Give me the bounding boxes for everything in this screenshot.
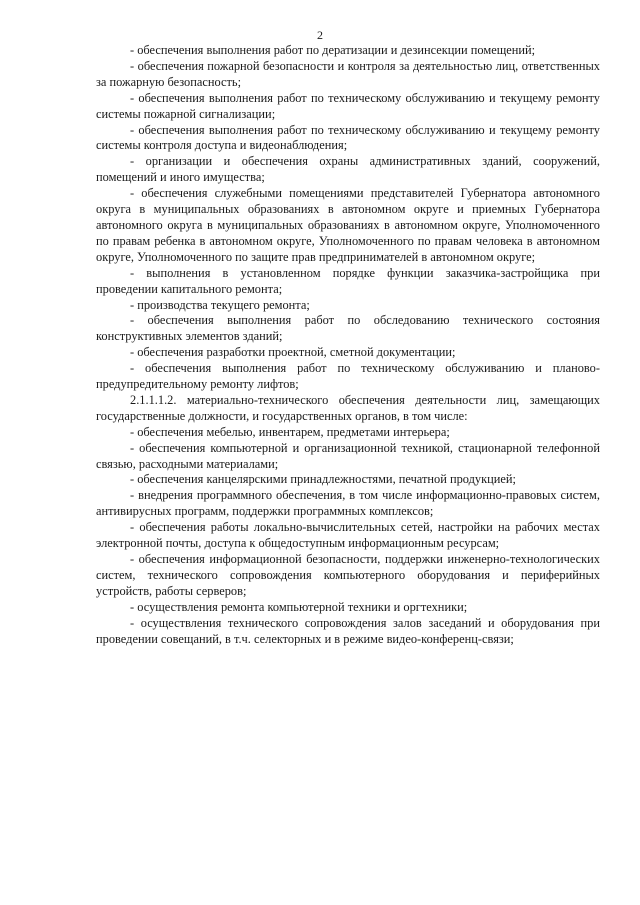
paragraph: - обеспечения выполнения работ по техническому обслуживанию и текущему ремонту системы контроля доступа и видеонаблюдения; [96,122,600,153]
section-heading: 2.1.1.1.2. материально-технического обеспечения деятельности лиц, замещающих государственные должности, и государственных органов, в том числе: [96,392,600,423]
paragraph: - внедрения программного обеспечения, в том числе информационно-правовых систем, антивирусных программ, поддержки программных комплексов; [96,488,600,519]
paragraph: - обеспечения выполнения работ по техническому обслуживанию и планово-предупредительному ремонту лифтов; [96,361,600,392]
paragraph: - производства текущего ремонта; [130,297,310,312]
paragraph: - обеспечения выполнения работ по обследованию технического состояния конструктивных элементов зданий; [96,313,600,344]
paragraph: - обеспечения пожарной безопасности и контроля за деятельностью лиц, ответственных за пожарную безопасность; [96,58,600,89]
paragraph: - обеспечения выполнения работ по техническому обслуживанию и текущему ремонту системы пожарной сигнализации; [96,90,600,121]
paragraph: - обеспечения компьютерной и организационной техникой, стационарной телефонной связью, расходными материалами; [96,440,600,471]
paragraph: - обеспечения разработки проектной, сметной документации; [130,345,456,360]
paragraph: - осуществления ремонта компьютерной техники и оргтехники; [130,599,468,614]
paragraph: - обеспечения служебными помещениями представителей Губернатора автономного округа в муниципальных образованиях в автономном округе и приемных Губернатора автономного округа в муниципальных образованиях в автономном округе, Уполномоченного по правам ребенка в автономном округе, Уполномоченного по правам человека в автономном округе, Уполномоченного по защите прав предпринимателей в автономном округе; [96,186,600,264]
page-number: 2 [317,28,323,42]
paragraph: - обеспечения информационной безопасности, поддержки инженерно-технологических систем, технического сопровождения компьютерного оборудования и периферийных устройств, работы серверов; [96,552,600,598]
paragraph: - организации и обеспечения охраны административных зданий, сооружений, помещений и иного имущества; [96,154,600,185]
paragraph: - выполнения в установленном порядке функции заказчика-застройщика при проведении капитального ремонта; [96,265,600,296]
document-body [96,43,600,647]
paragraph: - обеспечения канцелярскими принадлежностями, печатной продукцией; [130,472,516,487]
paragraph: - осуществления технического сопровождения залов заседаний и оборудования при проведении совещаний, в т.ч. селекторных и в режиме видео-конференц-связи; [96,615,600,646]
paragraph: - обеспечения мебелью, инвентарем, предметами интерьера; [130,424,450,439]
paragraph: - обеспечения работы локально-вычислительных сетей, настройки на рабочих местах электронной почты, доступа к общедоступным информационным ресурсам; [96,520,600,551]
paragraph: - обеспечения выполнения работ по дератизации и дезинсекции помещений; [130,43,536,57]
